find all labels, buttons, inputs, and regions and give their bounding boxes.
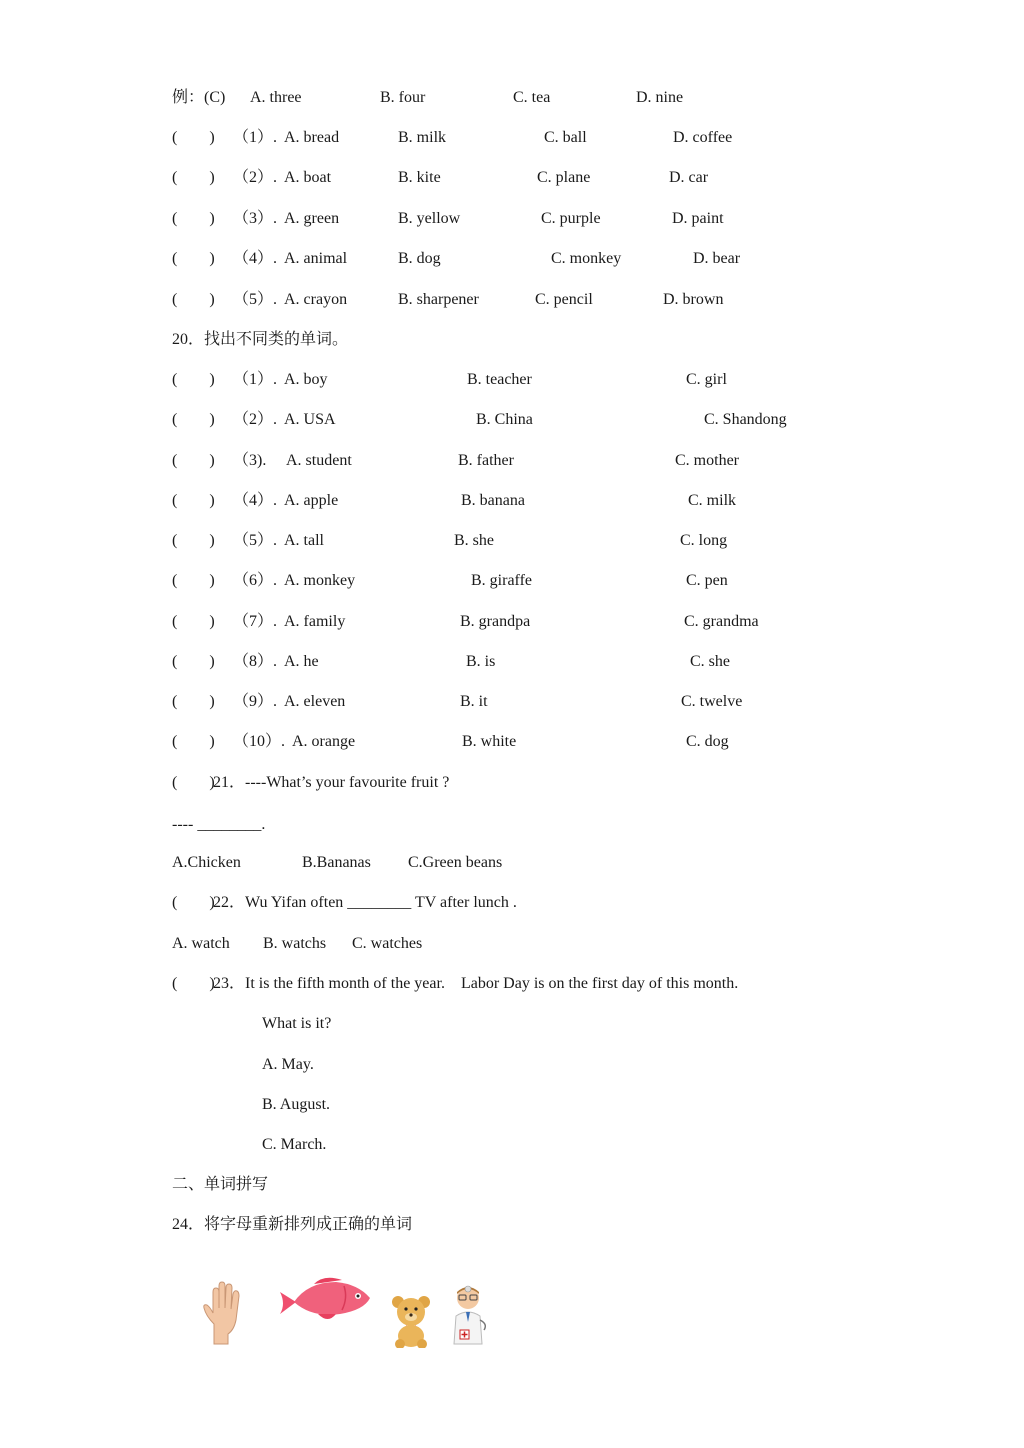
option-b: B. father (458, 452, 514, 469)
option-b: B. milk (398, 129, 447, 146)
option-b: B. China (476, 411, 533, 428)
item-number: （1）. (233, 129, 278, 146)
q22-option-b: B. watchs (263, 935, 327, 952)
answer-bracket[interactable]: ( ) (172, 894, 215, 911)
item-number: （7）. (233, 613, 278, 630)
option-b: B. it (460, 693, 488, 710)
option-d: D. coffee (673, 129, 733, 146)
example-option-b: B. four (380, 89, 426, 106)
fish-icon (278, 1270, 372, 1330)
option-b: B. giraffe (471, 572, 533, 589)
q21-answer-line[interactable]: ---- ________. (172, 816, 266, 833)
option-a: A. green (284, 210, 340, 227)
item-number: （1）. (233, 371, 278, 388)
example-option-c: C. tea (513, 89, 551, 106)
option-c: C. dog (686, 733, 729, 750)
item-number: （4）. (233, 250, 278, 267)
q22-option-c: C. watches (352, 935, 423, 952)
q23-option-a: A. May. (262, 1056, 314, 1073)
option-b: B. grandpa (460, 613, 531, 630)
option-d: D. brown (663, 291, 724, 308)
q23-option-b: B. August. (262, 1096, 331, 1113)
option-c: C. pen (686, 572, 728, 589)
option-b: B. kite (398, 169, 441, 186)
option-c: C. ball (544, 129, 587, 146)
option-b: B. yellow (398, 210, 461, 227)
q21-stem: 21．----What’s your favourite fruit ? (213, 774, 450, 791)
option-b: B. dog (398, 250, 441, 267)
q21-option-c: C.Green beans (408, 854, 503, 871)
hand-icon (200, 1280, 242, 1346)
section-title: 二、单词拼写 (172, 1176, 269, 1193)
q23-option-c: C. March. (262, 1136, 327, 1153)
q23-question: What is it? (262, 1015, 332, 1032)
option-b: B. banana (461, 492, 525, 509)
option-c: C. monkey (551, 250, 622, 267)
option-c: C. mother (675, 452, 739, 469)
option-c: C. plane (537, 169, 591, 186)
option-c: C. girl (686, 371, 727, 388)
option-a: A. student (286, 452, 352, 469)
option-c: C. milk (688, 492, 737, 509)
example-option-a: A. three (250, 89, 302, 106)
example-prefix: 例：(C) (172, 89, 226, 106)
option-a: A. family (284, 613, 346, 630)
option-c: C. pencil (535, 291, 593, 308)
answer-bracket[interactable]: ( ) (172, 169, 215, 186)
item-number: （3）. (233, 210, 278, 227)
teddy-bear-icon (390, 1294, 432, 1348)
item-number: （5）. (233, 291, 278, 308)
answer-bracket[interactable]: ( ) (172, 532, 215, 549)
q22-option-a: A. watch (172, 935, 230, 952)
answer-bracket[interactable]: ( ) (172, 975, 215, 992)
answer-bracket[interactable]: ( ) (172, 452, 215, 469)
option-c: C. purple (541, 210, 601, 227)
item-number: （2）. (233, 411, 278, 428)
item-number: （4）. (233, 492, 278, 509)
answer-bracket[interactable]: ( ) (172, 411, 215, 428)
item-number: （6）. (233, 572, 278, 589)
option-a: A. boy (284, 371, 328, 388)
answer-bracket[interactable]: ( ) (172, 774, 215, 791)
option-d: D. car (669, 169, 709, 186)
example-option-d: D. nine (636, 89, 684, 106)
option-d: D. paint (672, 210, 724, 227)
option-a: A. apple (284, 492, 339, 509)
option-a: A. orange (292, 733, 356, 750)
q23-stem: 23．It is the fifth month of the year. Labor Day is on the first day of this month. (213, 975, 739, 992)
option-d: D. bear (693, 250, 741, 267)
q22-stem: 22．Wu Yifan often ________ TV after lunch . (213, 894, 517, 911)
answer-bracket[interactable]: ( ) (172, 371, 215, 388)
option-b: B. white (462, 733, 517, 750)
option-b: B. she (454, 532, 494, 549)
option-a: A. monkey (284, 572, 356, 589)
q21-option-b: B.Bananas (302, 854, 371, 871)
item-number: （8）. (233, 653, 278, 670)
q24-pictures (170, 1270, 500, 1360)
option-c: C. she (690, 653, 730, 670)
doctor-icon (448, 1284, 490, 1346)
option-c: C. Shandong (704, 411, 787, 428)
item-number: （9）. (233, 693, 278, 710)
answer-bracket[interactable]: ( ) (172, 572, 215, 589)
option-a: A. crayon (284, 291, 348, 308)
option-c: C. grandma (684, 613, 759, 630)
option-c: C. long (680, 532, 728, 549)
option-a: A. animal (284, 250, 348, 267)
option-a: A. tall (284, 532, 324, 549)
option-a: A. bread (284, 129, 340, 146)
answer-bracket[interactable]: ( ) (172, 733, 215, 750)
item-number: （3). (233, 452, 267, 469)
option-b: B. teacher (467, 371, 532, 388)
answer-bracket[interactable]: ( ) (172, 693, 215, 710)
option-b: B. sharpener (398, 291, 479, 308)
answer-bracket[interactable]: ( ) (172, 210, 215, 227)
answer-bracket[interactable]: ( ) (172, 613, 215, 630)
answer-bracket[interactable]: ( ) (172, 129, 215, 146)
answer-bracket[interactable]: ( ) (172, 653, 215, 670)
answer-bracket[interactable]: ( ) (172, 492, 215, 509)
answer-bracket[interactable]: ( ) (172, 291, 215, 308)
item-number: （5）. (233, 532, 278, 549)
option-a: A. he (284, 653, 319, 670)
q21-option-a: A.Chicken (172, 854, 241, 871)
option-c: C. twelve (681, 693, 743, 710)
q24-title: 24．将字母重新排列成正确的单词 (172, 1216, 413, 1233)
q20-title: 20．找出不同类的单词。 (172, 331, 349, 348)
option-a: A. eleven (284, 693, 346, 710)
answer-bracket[interactable]: ( ) (172, 250, 215, 267)
option-a: A. USA (284, 411, 336, 428)
option-b: B. is (466, 653, 496, 670)
item-number: （10）. (233, 733, 286, 750)
option-a: A. boat (284, 169, 332, 186)
item-number: （2）. (233, 169, 278, 186)
